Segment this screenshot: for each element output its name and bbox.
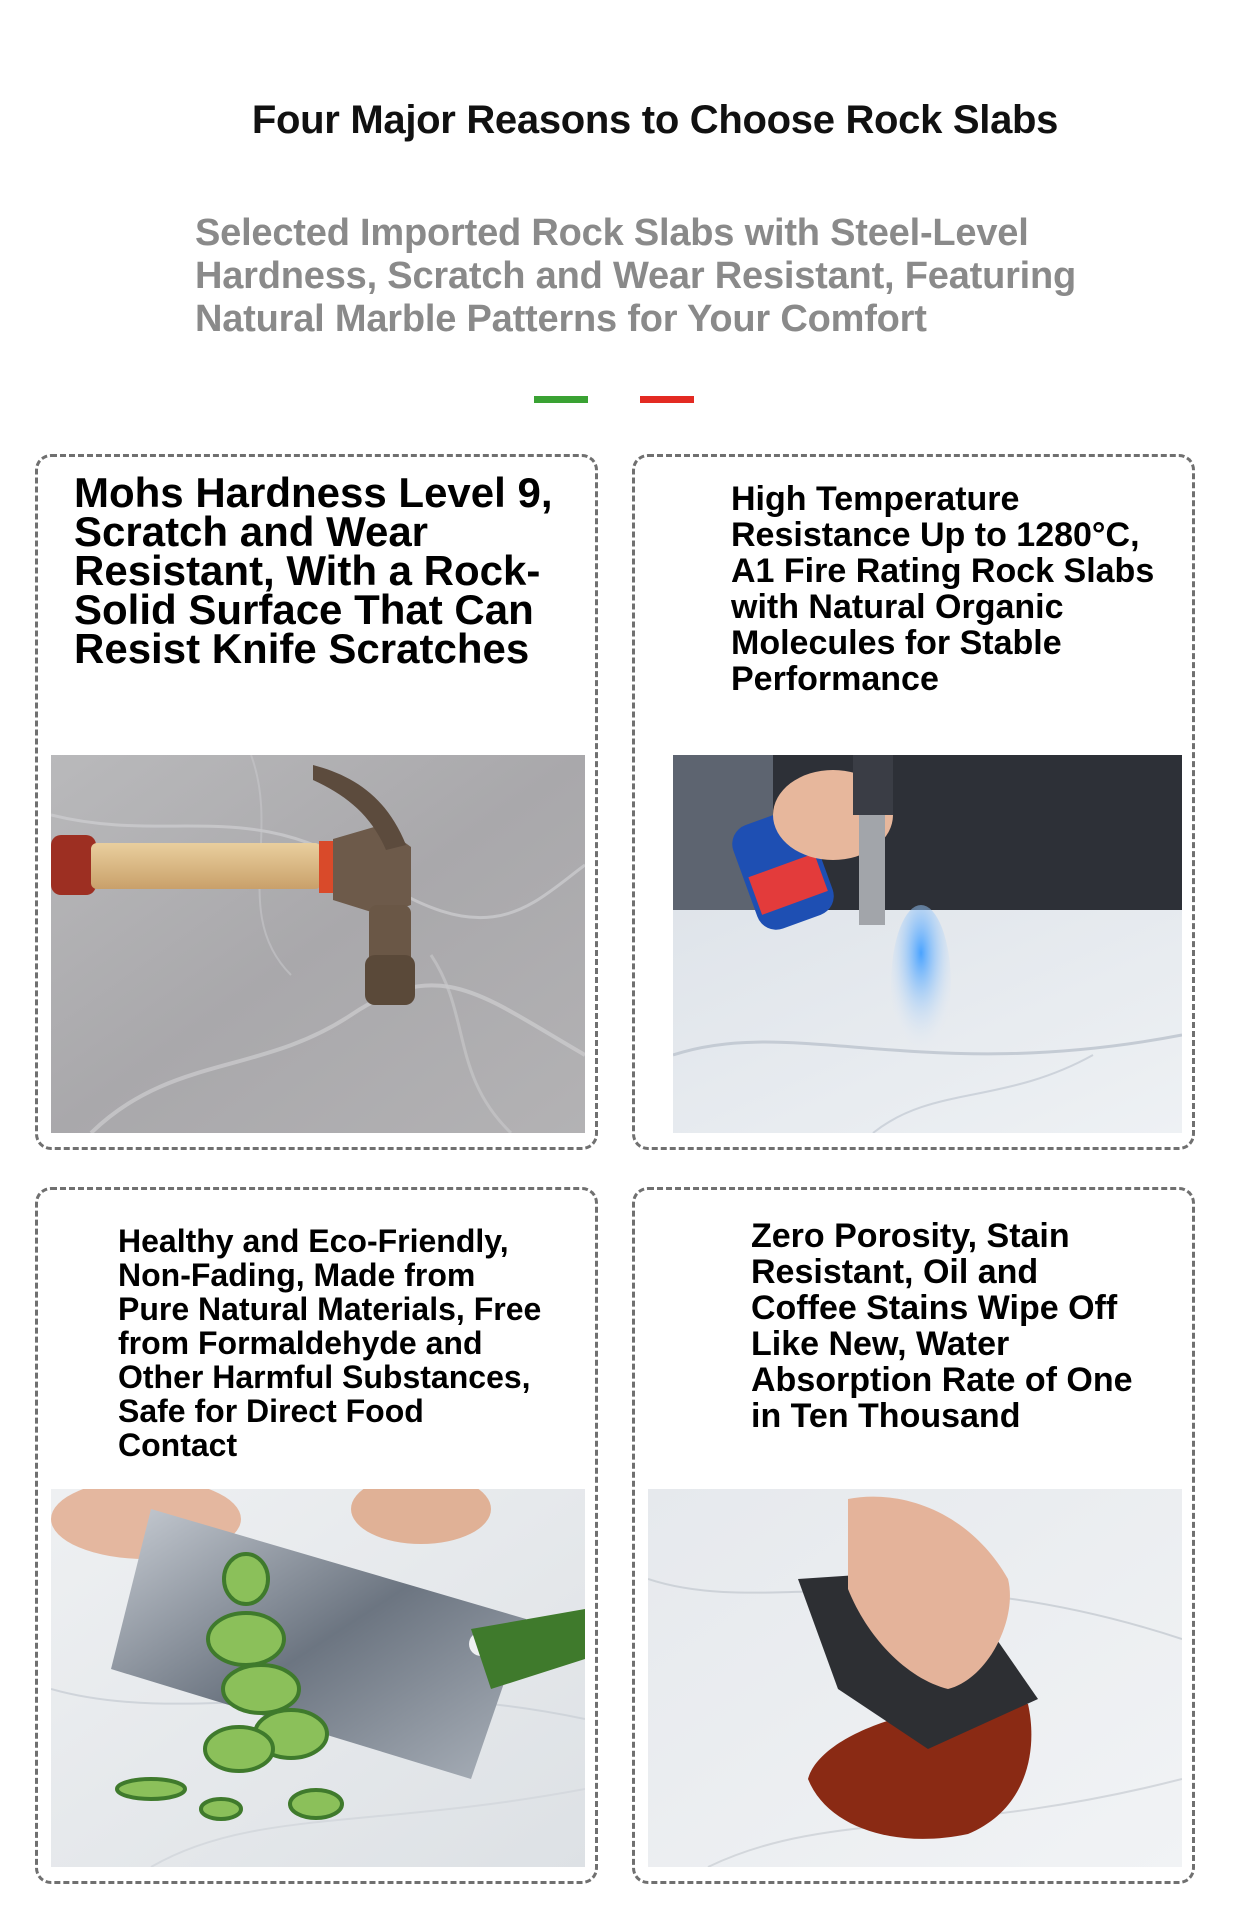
hammer-on-grey-slab-photo <box>51 755 585 1133</box>
torch-on-white-slab-photo <box>673 755 1182 1133</box>
accent-bar-green <box>534 396 588 403</box>
feature-card-hardness <box>35 454 598 1150</box>
cleaver-cutting-cucumber-photo <box>51 1489 585 1867</box>
feature-card-eco <box>35 1187 598 1884</box>
page-title: Four Major Reasons to Choose Rock Slabs <box>251 98 1059 142</box>
wiping-stain-photo <box>648 1489 1182 1867</box>
feature-card-stain <box>632 1187 1195 1884</box>
feature-text: Zero Porosity, Stain Resistant, Oil and Coffee Stains Wipe Off Like New, Water Absorption Rate of One in Ten Thousand <box>751 1217 1133 1435</box>
accent-bar-red <box>640 396 694 403</box>
feature-text: Healthy and Eco-Friendly, Non-Fading, Made from Pure Natural Materials, Free from Formaldehyde and Other Harmful Substances, Safe for Direct Food Contact <box>118 1223 542 1463</box>
feature-text: Mohs Hardness Level 9, Scratch and Wear Resistant, With a Rock-Solid Surface That Can Resist Knife Scratches <box>74 469 553 672</box>
feature-text: High Temperature Resistance Up to 1280°C, A1 Fire Rating Rock Slabs with Natural Organic Molecules for Stable Performance <box>731 480 1155 698</box>
feature-card-heat <box>632 454 1195 1150</box>
page-subtitle: Selected Imported Rock Slabs with Steel-Level Hardness, Scratch and Wear Resistant, Featuring Natural Marble Patterns for Your Comfort <box>195 212 1077 340</box>
